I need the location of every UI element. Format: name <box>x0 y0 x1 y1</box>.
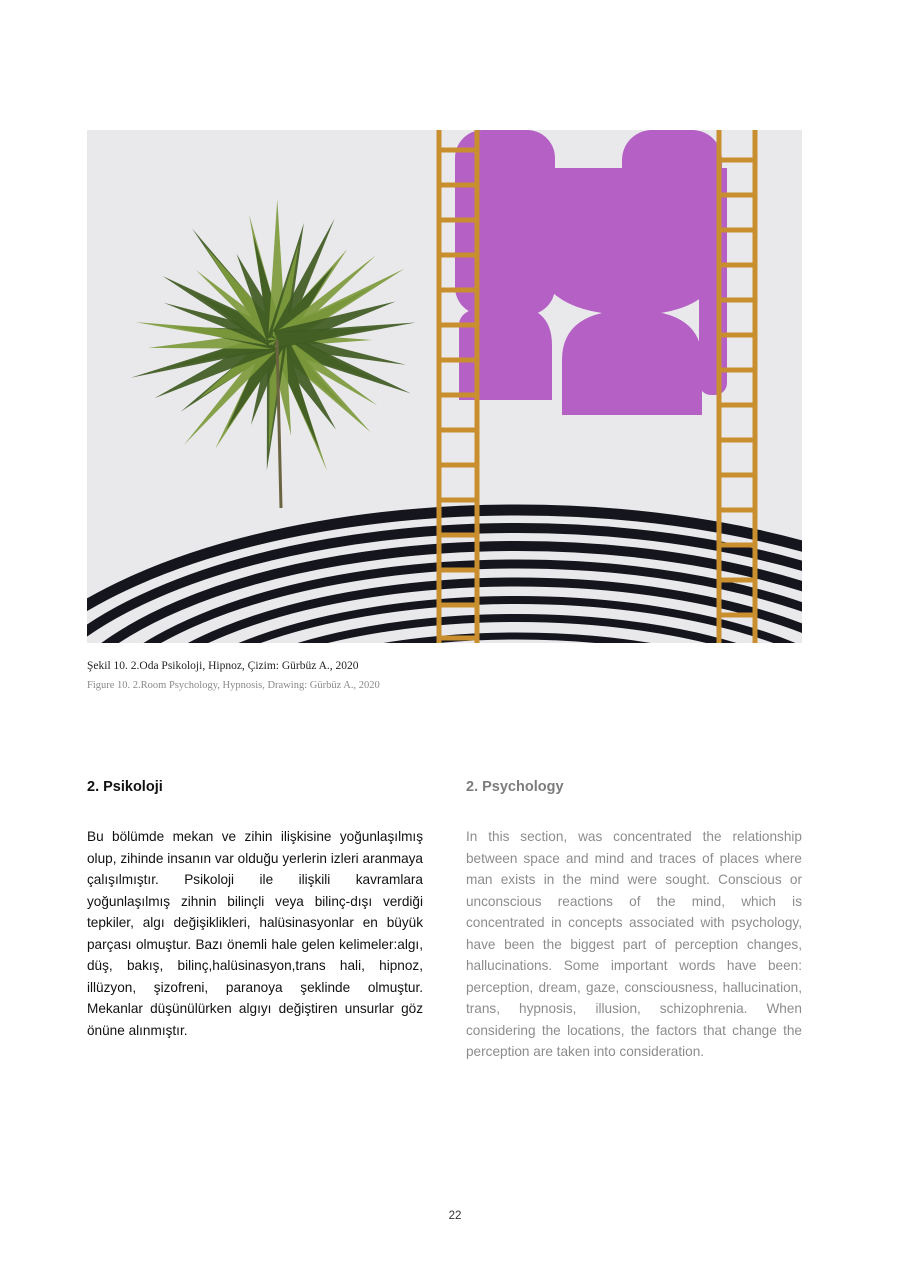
section-body-turkish: Bu bölümde mekan ve zihin ilişkisine yoğunlaşılmış olup, zihinde insanın var olduğu yerlerin izleri aranmaya çalışılmıştır. Psikoloji ile ilişkili kavramlara yoğunlaşılmış zihnin bilinçli veya bilinç-dışı verdiği tepkiler, algı değişiklikleri, halüsinasyonlar en büyük parçası olmuştur. Bazı önemli hale gelen kelimeler:algı, düş, bakış, bilinç,halüsinasyon,trans hali, hipnoz, illüzyon, şizofreni, paranoya şeklinde olmuştur. Mekanlar düşünülürken algıyı değiştiren unsurlar göz önüne alınmıştır. <box>87 829 423 1038</box>
section-body-english: In this section, was concentrated the relationship between space and mind and traces of places where man exists in the mind were sought. Conscious or unconscious reactions of the mind, which is concentrated in concepts associated with psychology, have been the biggest part of perception changes, hallucinations. Some important words have been: perception, dream, gaze, consciousness, hallucination, trans, hypnosis, illusion, schizophrenia. When considering the locations, the factors that change the perception are taken into consideration. <box>466 829 802 1059</box>
figure-illustration <box>87 130 802 643</box>
section-heading-english: 2. Psychology <box>466 779 564 795</box>
english-section <box>466 776 802 1063</box>
figure-caption-english: Figure 10. 2.Room Psychology, Hypnosis, Drawing: Gürbüz A., 2020 <box>87 680 380 691</box>
psychology-hypnosis-drawing <box>87 130 802 643</box>
figure-caption-turkish: Şekil 10. 2.Oda Psikoloji, Hipnoz, Çizim: Gürbüz A., 2020 <box>87 660 359 672</box>
section-heading-turkish: 2. Psikoloji <box>87 779 163 795</box>
page-number: 22 <box>448 1210 462 1222</box>
turkish-section <box>87 776 423 1041</box>
